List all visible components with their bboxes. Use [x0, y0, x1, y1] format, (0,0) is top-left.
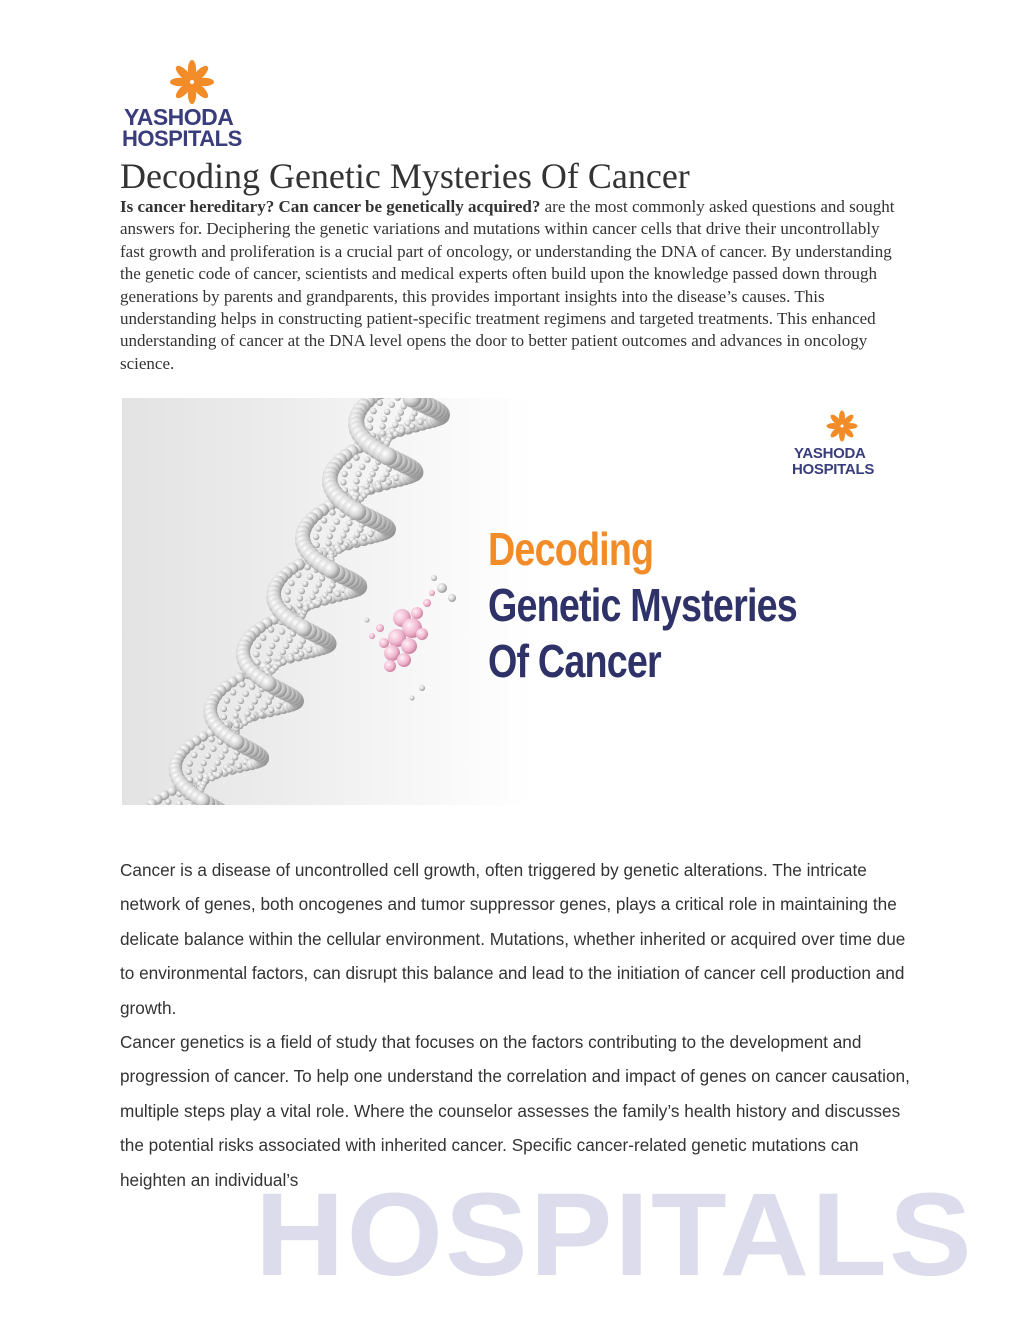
yashoda-logo	[120, 60, 280, 152]
body-content	[120, 853, 910, 1197]
flower-logo-icon	[822, 410, 862, 442]
hero-heading-line2: Genetic Mysteries	[488, 579, 797, 631]
hero-heading-line1: Decoding	[488, 523, 654, 575]
hero-logo-text-line2: HOSPITALS	[792, 461, 875, 478]
body-paragraph-2: Cancer genetics is a field of study that focuses on the factors contributing to the development and progression of cancer. To help one understand the correlation and impact of genes on cancer causation, multiple steps play a vital role. Where the counselor assesses the family’s health history and discusses the potential risks associated with inherited cancer. Specific cancer-related genetic mutations can heighten an individual’s	[120, 1032, 910, 1190]
logo-text-line1: YASHODA	[124, 104, 234, 130]
hero-heading-line3: Of Cancer	[488, 635, 661, 687]
page-title: Decoding Genetic Mysteries Of Cancer	[120, 156, 690, 196]
watermark-text: HOSPITALS	[255, 1169, 974, 1301]
intro-paragraph	[120, 196, 900, 375]
logo-text-line2: HOSPITALS	[122, 126, 242, 151]
hero-overlay	[122, 398, 1022, 805]
intro-body-text: are the most commonly asked questions and sought answers for. Deciphering the genetic variations and mutations within cancer cells that drive their uncontrollably fast growth and proliferation is a crucial part of oncology, or understanding the DNA of cancer. By understanding the genetic code of cancer, scientists and medical experts often build upon the knowledge passed down through generations by parents and grandparents, this provides important insights into the disease’s causes. This understanding helps in constructing patient-specific treatment regimens and targeted treatments. This enhanced understanding of cancer at the DNA level opens the door to better patient outcomes and advances in oncology science.	[120, 197, 895, 373]
hero-yashoda-logo	[792, 410, 902, 484]
intro-lead-question: Is cancer hereditary? Can cancer be genetically acquired?	[120, 197, 541, 216]
hero-logo-text-line1: YASHODA	[794, 445, 866, 462]
body-paragraph-1: Cancer is a disease of uncontrolled cell growth, often triggered by genetic alterations. The intricate network of genes, both oncogenes and tumor suppressor genes, plays a critical role in maintaining the delicate balance within the cellular environment. Mutations, whether inherited or acquired over time due to environmental factors, can disrupt this balance and lead to the initiation of cancer cell production and growth.	[120, 860, 906, 1018]
hero-heading	[488, 523, 797, 687]
flower-logo-icon	[162, 60, 222, 106]
